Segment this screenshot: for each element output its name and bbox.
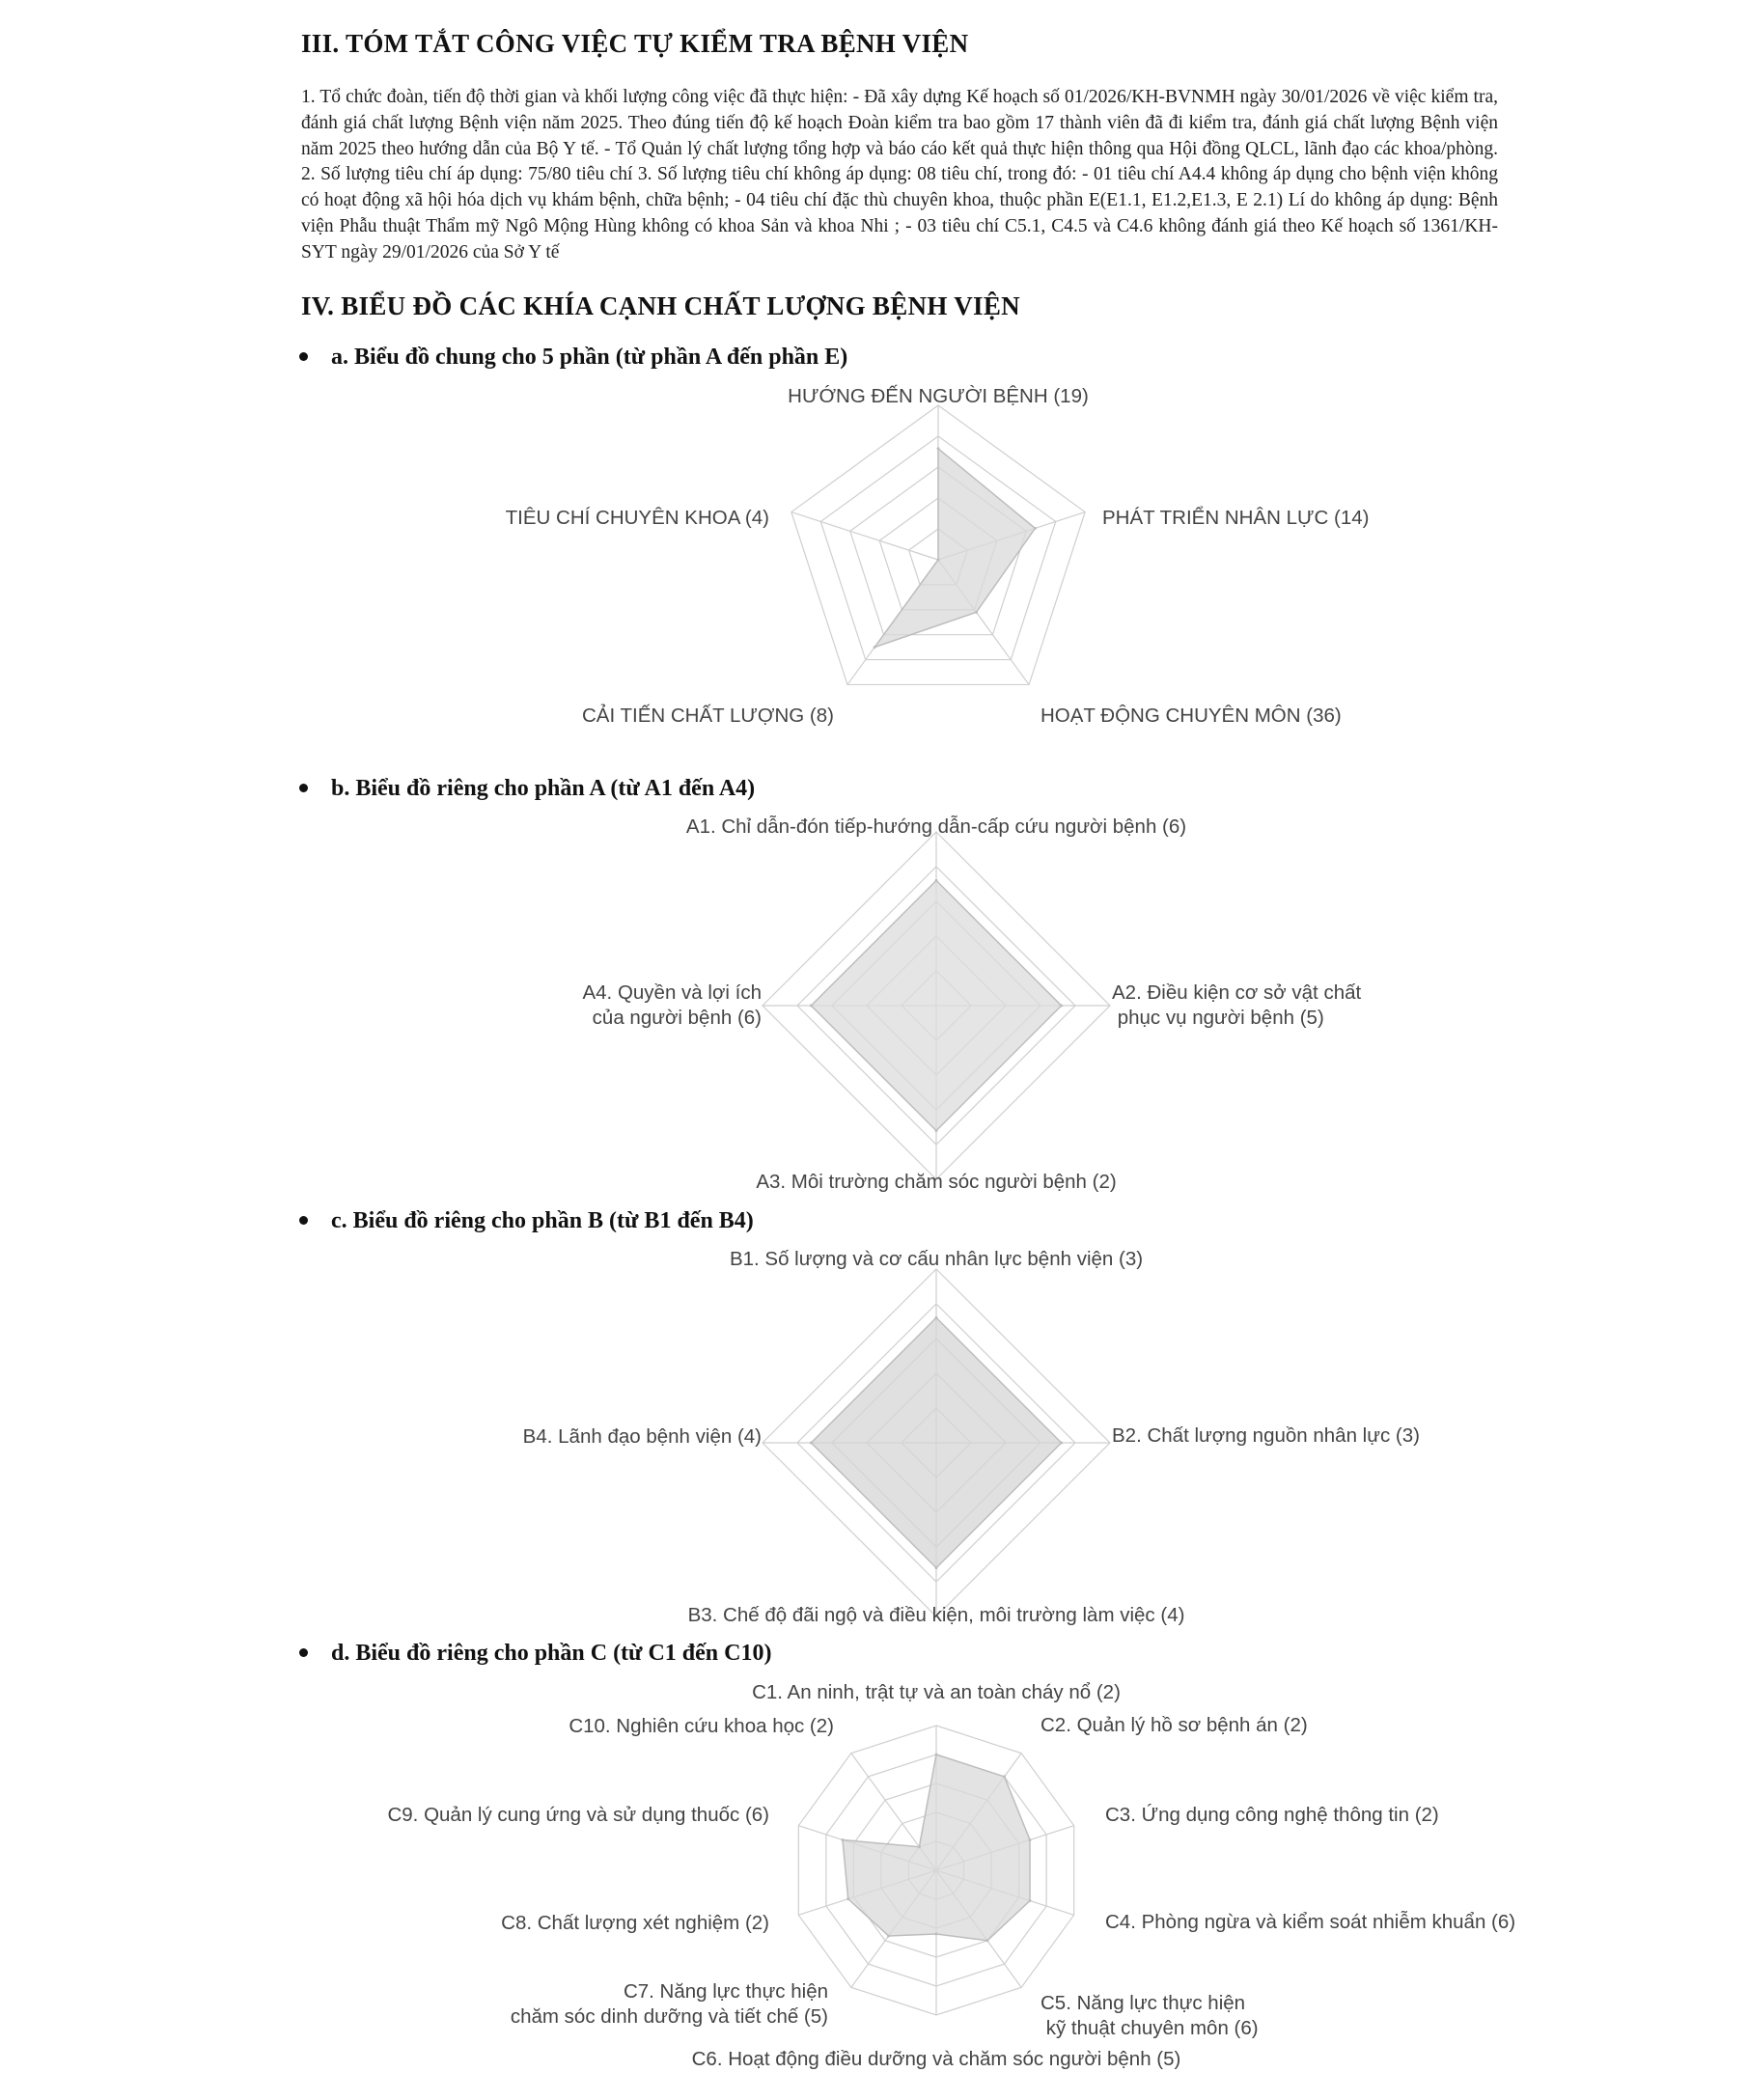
radar-spoke: [791, 512, 938, 560]
radar-axis-label: [1105, 1911, 1515, 1933]
radar-axis-label: [1105, 1804, 1439, 1826]
radar-chart-a: [506, 385, 1370, 727]
radar-data-point: [874, 646, 876, 649]
radar-axis-label-line: C2. Quản lý hồ sơ bệnh án (2): [1040, 1714, 1308, 1736]
radar-data-point: [935, 1754, 938, 1756]
chart-c-heading: [299, 1208, 754, 1234]
radar-axis-label-line: C5. Năng lực thực hiện: [1040, 1992, 1246, 2014]
radar-data-point: [935, 1933, 938, 1936]
radar-data-point: [846, 1897, 849, 1900]
radar-axis-label-line: TIÊU CHÍ CHUYÊN KHOA (4): [505, 507, 769, 529]
radar-axis-label: [1102, 507, 1369, 529]
radar-data-point: [935, 1316, 938, 1319]
radar-axis-label: [506, 507, 769, 529]
radar-data-point: [937, 447, 940, 450]
radar-axis-label: [1040, 1992, 1259, 2039]
radar-axis-label: [501, 1912, 769, 1934]
bullet-icon: [299, 1216, 308, 1225]
radar-data-point: [1029, 1838, 1032, 1841]
radar-data-area: [811, 1317, 1061, 1567]
radar-axis-label-line: B2. Chất lượng nguồn nhân lực (3): [1112, 1424, 1420, 1447]
radar-chart-b: [582, 815, 1361, 1193]
radar-axis-label-line: HOẠT ĐỘNG CHUYÊN MÔN (36): [1040, 705, 1342, 727]
radar-axis-label: [523, 1425, 762, 1448]
radar-data-point: [935, 879, 938, 882]
radar-data-point: [1003, 1775, 1006, 1778]
radar-axis-label-line: C1. An ninh, trật tự và an toàn cháy nổ (2): [752, 1681, 1121, 1703]
radar-axis-label-line: C3. Ứng dụng công nghệ thông tin (2): [1105, 1804, 1439, 1826]
chart-b-heading: [299, 776, 755, 802]
radar-chart-d: [387, 1681, 1515, 2070]
radar-data-point: [1060, 1005, 1063, 1008]
radar-data-point: [935, 1129, 938, 1132]
bullet-icon: [299, 784, 308, 792]
radar-axis-label-line: B3. Chế độ đãi ngộ và điều kiện, môi trường làm việc (4): [687, 1604, 1185, 1626]
section-3-title: III. TÓM TẮT CÔNG VIỆC TỰ KIỂM TRA BỆNH VIỆN: [301, 29, 969, 58]
chart-a-heading-text: a. Biểu đồ chung cho 5 phần (từ phần A đến phần E): [331, 345, 848, 370]
radar-axis-label: [582, 705, 834, 727]
radar-axis-label-line: C7. Năng lực thực hiện: [623, 1980, 828, 2003]
radar-axis-label-line: A4. Quyền và lợi ích: [582, 981, 762, 1004]
bullet-icon: [299, 1648, 308, 1657]
radar-axis-label: [569, 1715, 834, 1737]
radar-data-point: [1034, 527, 1037, 530]
radar-axis-label: [756, 1171, 1116, 1193]
radar-axis-label-line: C10. Nghiên cứu khoa học (2): [569, 1715, 834, 1737]
chart-c-heading-text: c. Biểu đồ riêng cho phần B (từ B1 đến B4): [331, 1208, 754, 1233]
radar-data-point: [937, 559, 940, 562]
radar-axis-label-line: CẢI TIẾN CHẤT LƯỢNG (8): [581, 705, 834, 727]
radar-data-point: [810, 1005, 813, 1008]
radar-axis-label-line: PHÁT TRIỂN NHÂN LỰC (14): [1102, 507, 1370, 529]
radar-axis-label-line: C6. Hoạt động điều dưỡng và chăm sóc người bệnh (5): [691, 2048, 1181, 2070]
chart-d-heading: [299, 1641, 771, 1667]
radar-axis-label: [511, 1980, 828, 2028]
radar-axis-label: [688, 1604, 1185, 1626]
radar-axis-label-line: A1. Chỉ dẫn-đón tiếp-hướng dẫn-cấp cứu người bệnh (6): [685, 815, 1187, 838]
radar-axis-label: [1040, 1714, 1308, 1736]
radar-axis-label: [692, 2048, 1181, 2070]
radar-data-point: [1060, 1442, 1063, 1445]
radar-data-area: [811, 880, 1061, 1130]
radar-data-point: [810, 1442, 813, 1445]
radar-data-point: [935, 1566, 938, 1569]
radar-axis-label-line: A2. Điều kiện cơ sở vật chất: [1112, 981, 1362, 1004]
radar-axis-label-line: A3. Môi trường chăm sóc người bệnh (2): [756, 1171, 1117, 1193]
radar-axis-label: [686, 815, 1186, 838]
radar-axis-label: [1040, 705, 1342, 727]
radar-axis-label: [387, 1804, 769, 1826]
radar-axis-label-line: HƯỚNG ĐẾN NGƯỜI BỆNH (19): [788, 385, 1089, 407]
chart-b-heading-text: b. Biểu đồ riêng cho phần A (từ A1 đến A4): [331, 776, 756, 801]
radar-axis-label-line: phục vụ người bệnh (5): [1112, 1007, 1324, 1029]
radar-axis-label: [752, 1681, 1121, 1703]
radar-axis-label: [582, 981, 762, 1029]
section-4-title: IV. BIỂU ĐỒ CÁC KHÍA CẠNH CHẤT LƯỢNG BỆNH VIỆN: [301, 291, 1020, 320]
radar-data-point: [841, 1838, 844, 1841]
radar-data-area: [843, 1755, 1030, 1941]
radar-data-area: [874, 449, 1035, 648]
radar-axis-label: [788, 385, 1089, 407]
radar-data-point: [975, 611, 978, 614]
radar-data-point: [985, 1939, 988, 1942]
radar-data-point: [918, 1845, 921, 1848]
radar-axis-label-line: C8. Chất lượng xét nghiệm (2): [501, 1912, 769, 1934]
radar-axis-label: [730, 1248, 1143, 1270]
radar-axis-label-line: B4. Lãnh đạo bệnh viện (4): [522, 1425, 762, 1448]
radar-axis-label-line: chăm sóc dinh dưỡng và tiết chế (5): [510, 2005, 828, 2028]
radar-chart-c: [523, 1248, 1420, 1626]
chart-d-heading-text: d. Biểu đồ riêng cho phần C (từ C1 đến C10): [331, 1641, 772, 1666]
radar-data-point: [887, 1934, 890, 1937]
radar-axis-label-line: của người bệnh (6): [592, 1007, 762, 1029]
section-3-paragraph: 1. Tổ chức đoàn, tiến độ thời gian và khối lượng công việc đã thực hiện: - Đã xây dựng Kế hoạch số 01/2026/KH-BVNMH ngày 30/01/2026 về việc kiểm tra, đánh giá chất lượng Bệnh viện năm 2025. Theo đúng tiến độ kế hoạch Đoàn kiểm tra bao gồm 17 thành viên đã đi kiểm tra, đánh giá chất lượng Bệnh viện năm 2025 theo hướng dẫn của Bộ Y tế. - Tổ Quản lý chất lượng tổng hợp và báo cáo kết quả thực hiện thông qua Hội đồng QLCL, lãnh đạo các khoa/phòng. 2. Số lượng tiêu chí áp dụng: 75/80 tiêu chí 3. Số lượng tiêu chí không áp dụng: 08 tiêu chí, trong đó: - 01 tiêu chí A4.4 không áp dụng cho bệnh viện không có hoạt động xã hội hóa dịch vụ khám bệnh, chữa bệnh; - 04 tiêu chí đặc thù chuyên khoa, thuộc phần E(E1.1, E1.2,E1.3, E 2.1) Lí do không áp dụng: Bệnh viện Phẫu thuật Thẩm mỹ Ngô Mộng Hùng không có khoa Sản và khoa Nhi ; - 03 tiêu chí C5.1, C4.5 và C4.6 không đánh giá theo Kế hoạch số 1361/KH-SYT ngày 29/01/2026 của Sở Y tế: [301, 87, 1498, 262]
radar-axis-label-line: C9. Quản lý cung ứng và sử dụng thuốc (6): [387, 1804, 769, 1826]
radar-axis-label-line: kỹ thuật chuyên môn (6): [1040, 2017, 1259, 2039]
radar-axis-label-line: C4. Phòng ngừa và kiểm soát nhiễm khuẩn (6): [1105, 1911, 1516, 1933]
radar-axis-label: [1112, 981, 1361, 1029]
radar-axis-label-line: B1. Số lượng và cơ cấu nhân lực bệnh viện (3): [729, 1248, 1144, 1270]
radar-data-point: [1029, 1899, 1032, 1902]
radar-axis-label: [1112, 1424, 1420, 1447]
